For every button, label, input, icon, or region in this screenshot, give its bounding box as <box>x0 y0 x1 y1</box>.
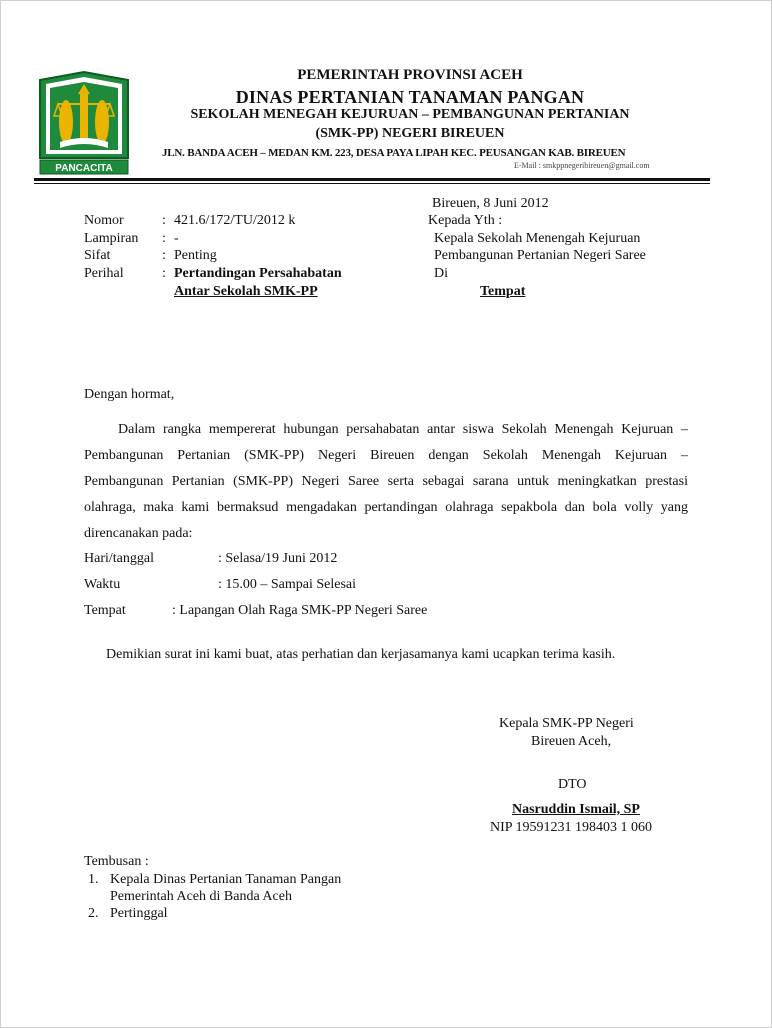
schedule-label-time: Waktu <box>84 577 121 592</box>
letterhead-line-1: PEMERINTAH PROVINSI ACEH <box>297 67 523 83</box>
signature-dto: DTO <box>558 777 587 792</box>
signature-nip: NIP 19591231 198403 1 060 <box>490 820 653 835</box>
schedule-value-date: : Selasa/19 Juni 2012 <box>218 551 338 566</box>
meta-value-perihal: Pertandingan Persahabatan <box>174 266 342 281</box>
cc-item-1-line-2: Pemerintah Aceh di Banda Aceh <box>110 889 292 904</box>
letterhead-address: JLN. BANDA ACEH – MEDAN KM. 223, DESA PAYA LIPAH KEC. PEUSANGAN KAB. BIREUEN <box>162 147 626 159</box>
meta-value-sifat: Penting <box>174 248 217 263</box>
recipient-line-3: Pembangunan Pertanian Negeri Saree <box>434 248 646 263</box>
greeting: Dengan hormat, <box>84 387 175 402</box>
letterhead-email: E-Mail : smkppnegeribireuen@gmail.com <box>514 161 650 170</box>
meta-label-lampiran: Lampiran <box>84 231 139 246</box>
meta-label-perihal: Perihal <box>84 266 124 281</box>
meta-value-lampiran: - <box>174 231 179 246</box>
schedule-value-time: : 15.00 – Sampai Selesai <box>218 577 357 592</box>
meta-value-perihal-2: Antar Sekolah SMK-PP <box>174 284 318 299</box>
signature-title-1: Kepala SMK-PP Negeri <box>499 716 634 731</box>
meta-value-nomor: 421.6/172/TU/2012 k <box>174 213 296 228</box>
pancacita-logo <box>36 70 132 178</box>
body-line-1: Dalam rangka mempererat hubungan persahabatan antar siswa Sekolah Menengah Kejuruan – <box>118 422 688 437</box>
cc-item-number: 1. <box>88 872 99 887</box>
schedule-value-place: : Lapangan Olah Raga SMK-PP Negeri Saree <box>172 603 428 618</box>
body-paragraph <box>84 417 688 547</box>
letterhead-rule-thin <box>34 183 710 184</box>
letterhead-rule-thick <box>34 178 710 181</box>
cc-item-2-line-1: Pertinggal <box>110 906 168 921</box>
meta-sep: : <box>162 213 166 228</box>
meta-sep: : <box>162 231 166 246</box>
schedule-label-place: Tempat <box>84 603 126 618</box>
schedule-label-date: Hari/tanggal <box>84 551 154 566</box>
letterhead-line-4: (SMK-PP) NEGERI BIREUEN <box>315 126 505 141</box>
closing-text: Demikian surat ini kami buat, atas perhatian dan kerjasamanya kami ucapkan terima kasih. <box>106 647 616 662</box>
recipient-line-1: Kepada Yth : <box>428 213 503 228</box>
meta-label-nomor: Nomor <box>84 213 124 228</box>
signature-title-2: Bireuen Aceh, <box>531 734 612 749</box>
body-line-5: direncanakan pada: <box>84 526 193 541</box>
signature-name: Nasruddin Ismail, SP <box>512 802 640 817</box>
meta-label-sifat: Sifat <box>84 248 111 263</box>
letterhead-line-2: DINAS PERTANIAN TANAMAN PANGAN <box>235 87 585 107</box>
recipient-line-5: Tempat <box>480 284 526 299</box>
body-line-3: Pembangunan Pertanian (SMK-PP) Negeri Saree serta sebagai sarana untuk meningkatkan prestasi <box>84 474 688 489</box>
body-line-4: olahraga, maka kami bermaksud mengadakan pertandingan olahraga sepakbola dan bola volly yang <box>84 500 688 515</box>
recipient-line-2: Kepala Sekolah Menengah Kejuruan <box>434 231 641 246</box>
cc-item-number: 2. <box>88 906 99 921</box>
letterhead-line-3: SEKOLAH MENEGAH KEJURUAN – PEMBANGUNAN PERTANIAN <box>190 107 630 122</box>
cc-item-1-line-1: Kepala Dinas Pertanian Tanaman Pangan <box>110 872 342 887</box>
date-line: Bireuen, 8 Juni 2012 <box>432 196 549 211</box>
cc-heading: Tembusan : <box>84 854 149 869</box>
meta-sep: : <box>162 266 166 281</box>
body-line-2: Pembangunan Pertanian (SMK-PP) Negeri Bireuen dengan Sekolah Menengah Kejuruan – <box>84 448 688 463</box>
recipient-line-4: Di <box>434 266 448 281</box>
meta-sep: : <box>162 248 166 263</box>
logo-text: PANCACITA <box>55 163 113 174</box>
